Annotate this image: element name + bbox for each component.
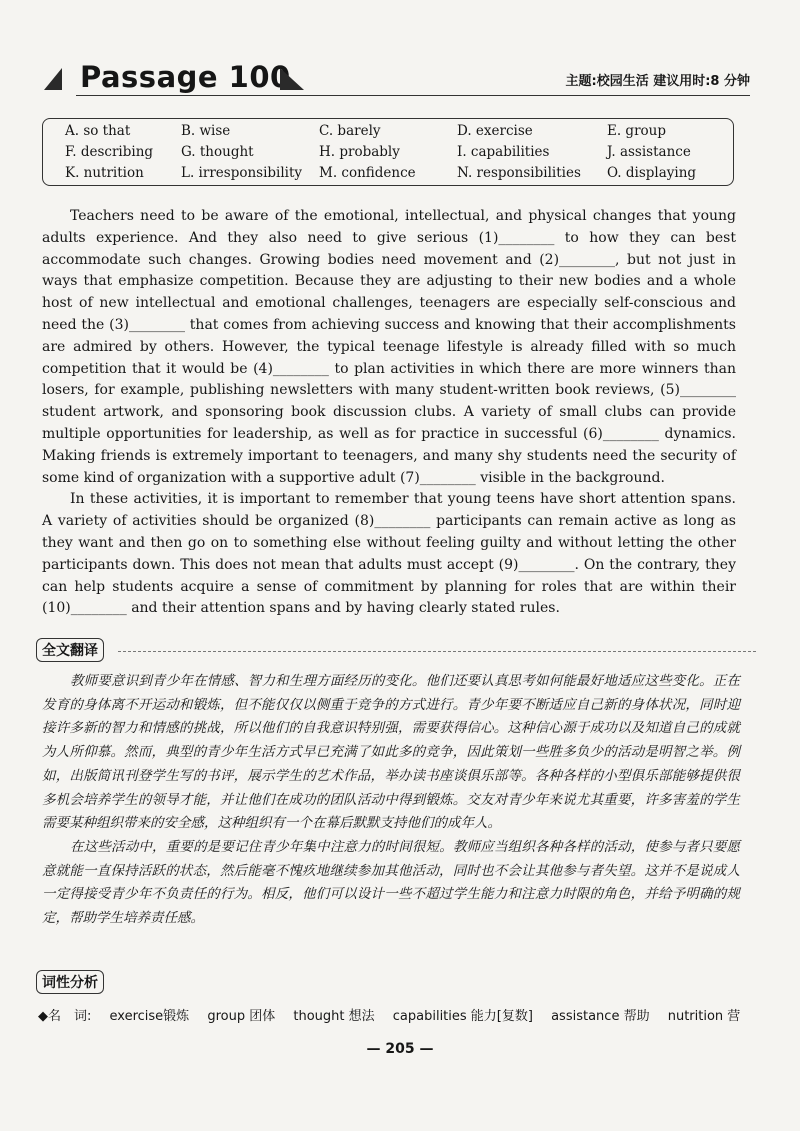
passage-paragraph-1: Teachers need to be aware of the emotional, intellectual, and physical changes that young adults experience. And they also need to give serious (1)________ to how they can best accommodate such changes. Growing bodies need movement and (2)________, but not just in ways that emphasize competition. Because they are adjusting to their new bodies and a whole host of new intellectual and emotional challenges, teenagers are especially self-conscious and need the (3)________ that comes from achieving success and knowing that their accomplishments are admired by others. However, the typical teenage lifestyle is already filled with so much competition that it would be (4)________ to plan activities in which there are more winners than losers, for example, publishing newsletters with many student-written book reviews, (5)________ student artwork, and sponsoring book discussion clubs. A variety of small clubs can provide multiple opportunities for leadership, as well as for practice in successful (6)________ dynamics. Making friends is extremely important to teenagers, and many shy students need the security of some kind of organization with a supportive adult (7)________ visible in the background. — [42, 208, 736, 486]
word-option: E. group — [607, 123, 666, 139]
passage-header — [40, 58, 750, 98]
translation-label: 全文翻译 — [36, 638, 104, 662]
word-option: B. wise — [181, 123, 231, 139]
left-triangle-icon — [44, 68, 62, 90]
word-option: I. capabilities — [457, 144, 550, 160]
vocab-entry: assistance 帮助 — [551, 1009, 650, 1024]
header-rule — [76, 95, 750, 96]
word-option: M. confidence — [319, 165, 416, 181]
vocab-entry: group 团体 — [207, 1009, 276, 1024]
translation-paragraph-1: 教师要意识到青少年在情感、智力和生理方面经历的变化。他们还要认真思考如何能最好地适应这些变化。正在发育的身体离不开运动和锻炼，但不能仅仅以侧重于竞争的方式进行。青少年要不断适应自己新的身体状况，同时迎接许多新的智力和情感的挑战，所以他们的自我意识特别强，需要获得信心。这种信心源于成功以及知道自己的成就为人所仰慕。然而，典型的青少年生活方式早已充满了如此多的竞争，因此策划一些胜多负少的活动是明智之举。例如，出版简讯刊登学生写的书评，展示学生的艺术作品，举办读书座谈俱乐部等。各种各样的小型俱乐部能够提供很多机会培养学生的领导才能，并让他们在成功的团队活动中得到锻炼。交友对青少年来说尤其重要，许多害羞的学生需要某种组织带来的安全感，这种组织有一个在幕后默默支持他们的成年人。 — [42, 673, 740, 832]
word-option: K. nutrition — [65, 165, 144, 181]
word-option: C. barely — [319, 123, 381, 139]
translation-text — [42, 670, 740, 931]
word-option: G. thought — [181, 144, 254, 160]
analysis-label: 词性分析 — [36, 970, 104, 994]
word-option: L. irresponsibility — [181, 165, 303, 181]
right-triangle-icon — [280, 68, 304, 90]
analysis-section-header — [36, 970, 756, 996]
noun-list — [38, 1005, 754, 1024]
vocab-entry: nutrition 营 — [667, 1009, 741, 1024]
passage-text — [42, 206, 736, 620]
passage-title: Passage 100 — [80, 60, 291, 94]
vocab-entry: exercise锻炼 — [109, 1009, 190, 1024]
vocab-entry: thought 想法 — [293, 1009, 375, 1024]
translation-section-header — [36, 638, 756, 664]
pos-label: ◆名 词: — [38, 1009, 92, 1024]
word-option: F. describing — [65, 144, 154, 160]
word-option: D. exercise — [457, 123, 533, 139]
word-option: J. assistance — [607, 144, 691, 160]
word-option: N. responsibilities — [457, 165, 581, 181]
word-option: H. probably — [319, 144, 400, 160]
page-number: — 205 — — [366, 1041, 434, 1057]
dashed-divider — [118, 651, 756, 652]
passage-paragraph-2: In these activities, it is important to remember that young teens have short attention spans. A variety of activities should be organized (8)________ participants can remain active as long as they want and then go on to something else without feeling guilty and without letting the other participants down. This does not mean that adults must accept (9)________. On the contrary, they can help students acquire a sense of commitment by planning for roles that are within their (10)________ and their attention spans and by having clearly stated rules. — [42, 491, 736, 617]
word-option: A. so that — [65, 123, 131, 139]
word-option: O. displaying — [607, 165, 697, 181]
vocab-entry: capabilities 能力[复数] — [392, 1009, 533, 1024]
theme-and-time: 主题:校园生活 建议用时:8 分钟 — [565, 74, 750, 89]
translation-paragraph-2: 在这些活动中，重要的是要记住青少年集中注意力的时间很短。教师应当组织各种各样的活动，使参与者只要愿意就能一直保持活跃的状态，然后能毫不愧疚地继续参加其他活动，同时也不会让其他参与者失望。这并不是说成人一定得接受青少年不负责任的行为。相反，他们可以设计一些不超过学生能力和注意力时限的角色，并给予明确的规定，帮助学生培养责任感。 — [42, 838, 740, 927]
word-bank — [42, 118, 734, 186]
